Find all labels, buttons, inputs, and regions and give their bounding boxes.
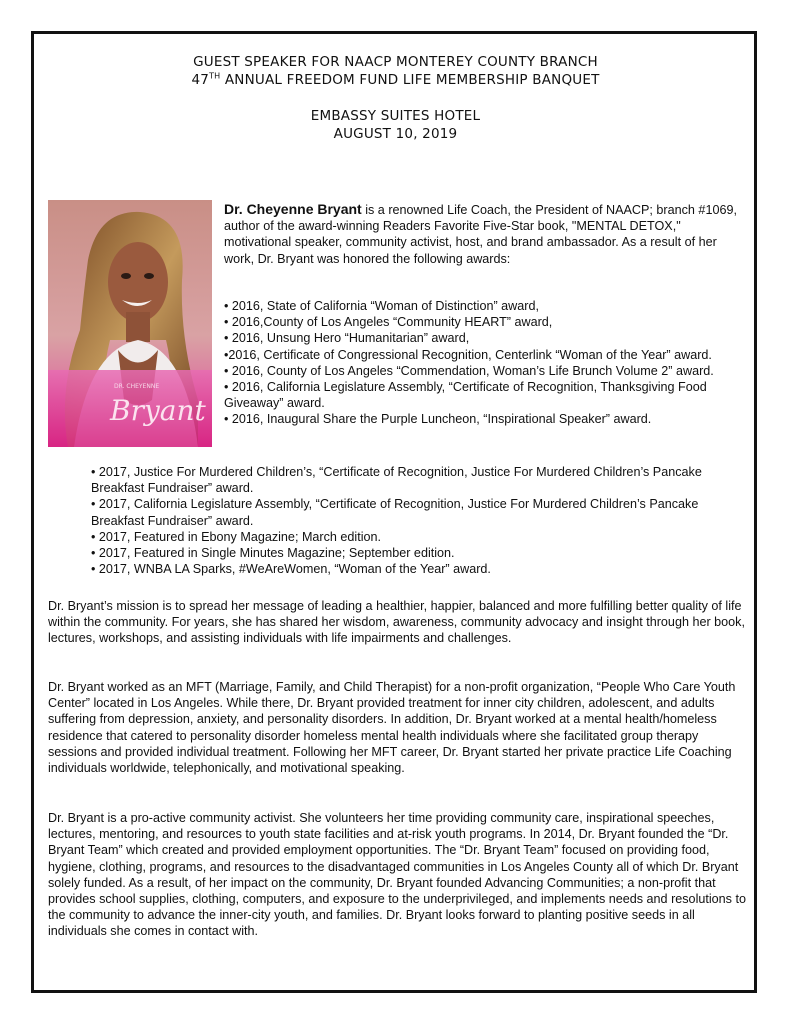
awards-list-upper	[224, 298, 744, 428]
list-item: • 2016, County of Los Angeles “Commendation, Woman’s Life Brunch Volume 2” award.	[224, 363, 714, 378]
list-item: • 2017, Featured in Ebony Magazine; March edition.	[91, 529, 382, 544]
event-heading	[0, 53, 791, 89]
list-item: • 2016, Inaugural Share the Purple Luncheon, “Inspirational Speaker” award.	[224, 412, 652, 427]
list-item: • 2017, California Legislature Assembly, “Certificate of Recognition, Justice For Murdered Children’s Pancake Breakfast Fundraiser” award.	[91, 497, 699, 528]
list-item: • 2017, WNBA LA Sparks, #WeAreWomen, “Woman of the Year” award.	[91, 562, 491, 577]
speaker-photo	[48, 200, 212, 447]
list-item: • 2016, California Legislature Assembly, “Certificate of Recognition, Thanksgiving Food Giveaway” award.	[224, 380, 707, 411]
venue-name: EMBASSY SUITES HOTEL	[310, 108, 481, 124]
list-item: • 2016, State of California “Woman of Distinction” award,	[224, 299, 539, 313]
list-item: • 2017, Justice For Murdered Children’s, “Certificate of Recognition, Justice For Murdered Children’s Pancake Breakfast Fundraiser” award.	[91, 465, 702, 496]
career-paragraph: Dr. Bryant worked as an MFT (Marriage, Family, and Child Therapist) for a non-profit organization, “People Who Care Youth Center” located in Los Angeles. While there, Dr. Bryant provided treatment for inner city children, adolescent, and adults suffering from depression, anxiety, and personality disorders. In addition, Dr. Bryant worked at a mental health/homeless residence that catered to personality disorder homeless mental health individuals where she facilitated group therapy sessions and provided individual treatment. Following her MFT career, Dr. Bryant started her private practice Life Coaching individuals worldwide, telephonically, and motivational speaking.	[48, 680, 736, 776]
event-date: AUGUST 10, 2019	[333, 126, 458, 142]
list-item: • 2016, Unsung Hero “Humanitarian” award,	[224, 331, 470, 346]
activism-paragraph: Dr. Bryant is a pro-active community activist. She volunteers her time providing community care, inspirational speeches, lectures, mentoring, and resources to youth state facilities and at-risk youth programs. In 2014, Dr. Bryant founded the “Dr. Bryant Team” which created and provided employment opportunities. The “Dr. Bryant Team” focused on providing food, hygiene, clothing, programs, and resources to the disadvantaged communities in Los Angeles County all of which Dr. Bryant solely funded. As a result, of her impact on the community, Dr. Bryant founded Advancing Communities; a non-profit that provides school supplies, clothing, computers, and exposure to the underprivileged, and implements needs and resolutions to the community to advance the inner-city youth, and families. Dr. Bryant looks forward to planting positive seeds in all individuals she comes in contact with.	[48, 811, 746, 939]
heading-line-1: GUEST SPEAKER FOR NAACP MONTEREY COUNTY BRANCH	[193, 54, 598, 70]
cover-script-text: Bryant	[110, 394, 206, 427]
intro-text: is a renowned Life Coach, the President of NAACP; branch #1069, author of the award-winning Readers Favorite Five-Star book, "MENTAL DETOX," motivational speaker, community activist, host, and brand ambassador. As a result of her work, Dr. Bryant was honored the following awards:	[224, 203, 737, 266]
book-cover-image	[48, 200, 212, 447]
awards-list-lower	[91, 464, 751, 577]
speaker-name: Dr. Cheyenne Bryant	[224, 201, 362, 217]
cover-small-text: DR. CHEYENNE	[114, 383, 160, 390]
intro-paragraph	[224, 201, 744, 267]
venue-heading	[0, 107, 791, 143]
list-item: • 2016,County of Los Angeles “Community HEART” award,	[224, 315, 553, 330]
list-item: •2016, Certificate of Congressional Recognition, Centerlink “Woman of the Year” award.	[224, 347, 712, 362]
mission-paragraph: Dr. Bryant’s mission is to spread her message of leading a healthier, happier, balanced and more fulfilling better quality of life within the community. For years, she has shared her wisdom, awareness, community advocacy and insight through her book, lectures, workshops, and assisting individuals with life impairments and challenges.	[48, 599, 745, 646]
heading-line-2: 47TH ANNUAL FREEDOM FUND LIFE MEMBERSHIP BANQUET	[191, 71, 600, 88]
list-item: • 2017, Featured in Single Minutes Magazine; September edition.	[91, 546, 455, 561]
